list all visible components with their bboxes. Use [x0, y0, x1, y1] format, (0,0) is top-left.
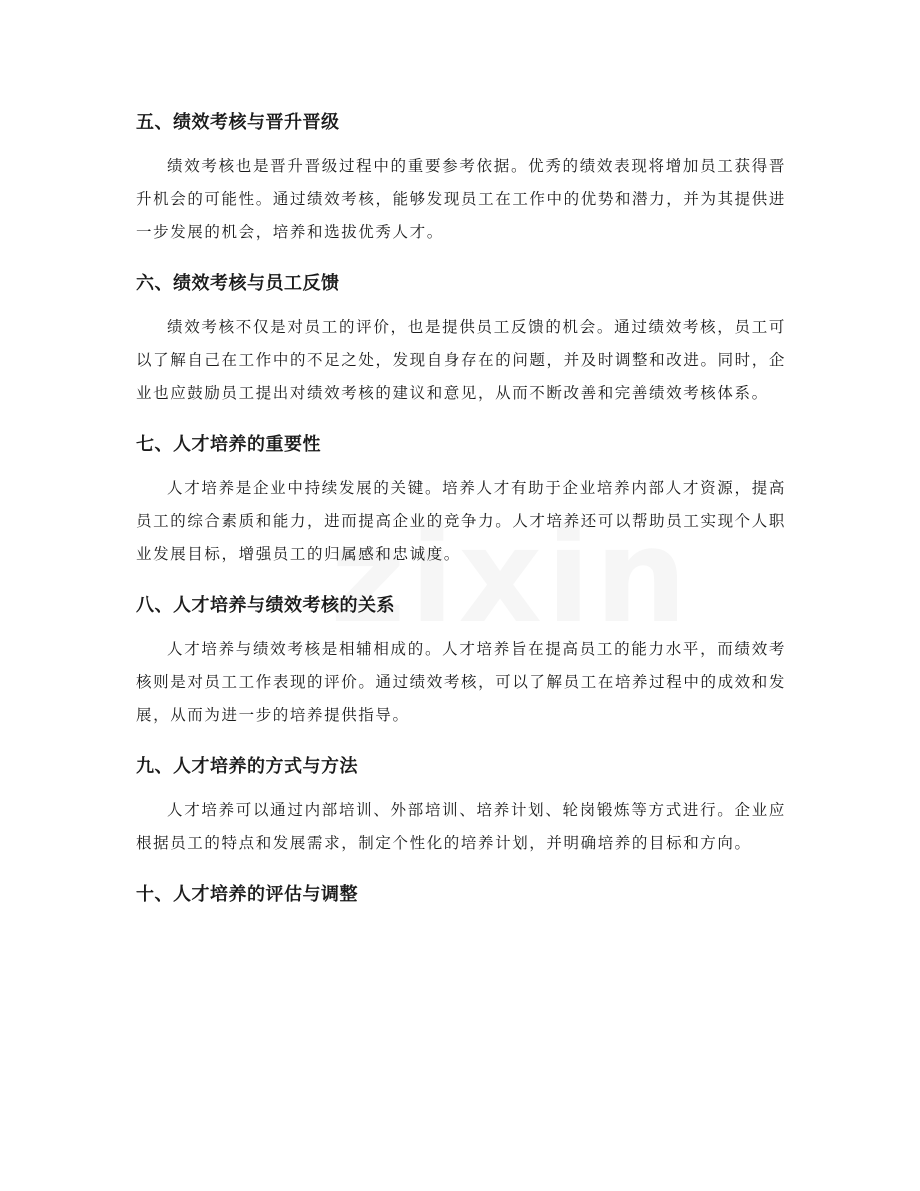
section-heading-10: 十、人才培养的评估与调整	[136, 884, 358, 905]
section-heading-9: 九、人才培养的方式与方法	[136, 756, 358, 777]
document-content	[136, 108, 786, 910]
section-body-6: 绩效考核不仅是对员工的评价，也是提供员工反馈的机会。通过绩效考核，员工可以了解自己在工作中的不足之处，发现自身存在的问题，并及时调整和改进。同时，企业也应鼓励员工提出对绩效考核的建议和意见，从而不断改善和完善绩效考核体系。	[136, 318, 786, 402]
section-body-8: 人才培养与绩效考核是相辅相成的。人才培养旨在提高员工的能力水平，而绩效考核则是对员工工作表现的评价。通过绩效考核，可以了解员工在培养过程中的成效和发展，从而为进一步的培养提供指导。	[136, 640, 786, 724]
section-heading-5: 五、绩效考核与晋升晋级	[136, 112, 340, 133]
section-heading-7: 七、人才培养的重要性	[136, 434, 321, 455]
section-body-9: 人才培养可以通过内部培训、外部培训、培养计划、轮岗锻炼等方式进行。企业应根据员工的特点和发展需求，制定个性化的培养计划，并明确培养的目标和方向。	[136, 801, 786, 852]
section-heading-6: 六、绩效考核与员工反馈	[136, 273, 340, 294]
section-body-7: 人才培养是企业中持续发展的关键。培养人才有助于企业培养内部人才资源，提高员工的综合素质和能力，进而提高企业的竞争力。人才培养还可以帮助员工实现个人职业发展目标，增强员工的归属感和忠诚度。	[136, 479, 786, 563]
section-body-5: 绩效考核也是晋升晋级过程中的重要参考依据。优秀的绩效表现将增加员工获得晋升机会的可能性。通过绩效考核，能够发现员工在工作中的优势和潜力，并为其提供进一步发展的机会，培养和选拔优秀人才。	[136, 157, 786, 241]
section-heading-8: 八、人才培养与绩效考核的关系	[136, 595, 395, 616]
